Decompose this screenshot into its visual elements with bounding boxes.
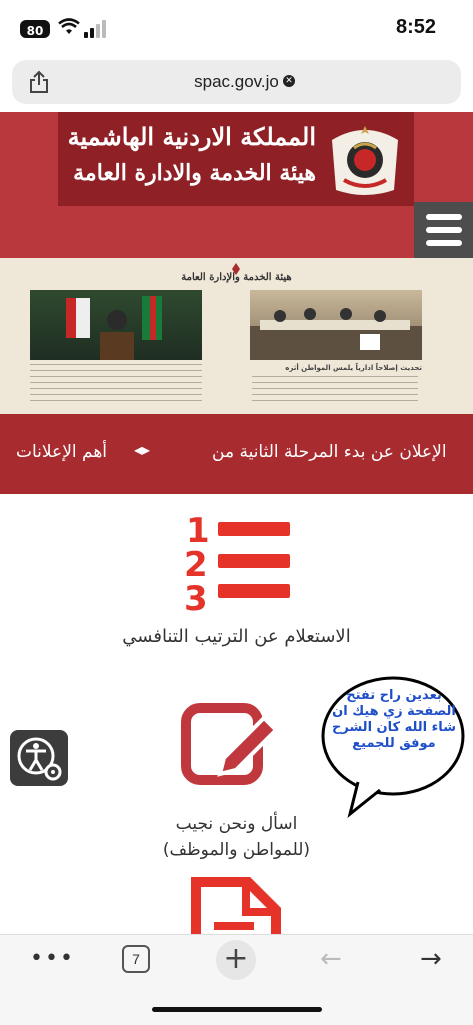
wifi-icon [58, 18, 80, 39]
ask-and-answer-sublabel[interactable]: (للمواطن والموظف) [162, 840, 311, 860]
svg-text:1: 1 [186, 511, 210, 551]
accessibility-icon [10, 730, 68, 786]
banner-caption-right-body [252, 376, 418, 404]
ticker-announcement-text[interactable]: الإعلان عن بدء المرحلة الثانية من [212, 442, 447, 462]
home-indicator[interactable] [152, 1007, 322, 1012]
edit-pencil-icon[interactable] [180, 694, 288, 794]
svg-text:3: 3 [184, 579, 208, 614]
accessibility-button[interactable] [10, 730, 68, 786]
banner-caption-right: تحديث إصلاحاً ادارياً يلمس المواطن أثره [285, 364, 422, 372]
ranking-inquiry-link[interactable]: الاستعلام عن الترتيب التنافسي [122, 626, 351, 647]
banner-heading: هيئة الخدمة والإدارة العامة [181, 272, 292, 283]
jordan-emblem-logo [324, 120, 406, 200]
address-bar[interactable] [12, 60, 461, 104]
ranking-list-icon[interactable] [180, 510, 296, 614]
back-arrow-icon[interactable]: ← [320, 944, 342, 974]
document-icon[interactable] [188, 876, 284, 936]
ticker-arrows-icon[interactable]: ◂▸ [134, 440, 151, 459]
ticker-label: أهم الإعلانات [16, 442, 108, 462]
header-title-line1: المملكة الاردنية الهاشمية [67, 122, 316, 151]
news-photo-right[interactable] [250, 290, 422, 360]
signal-icon [84, 20, 110, 38]
hamburger-menu-button[interactable] [414, 202, 473, 258]
news-photo-left[interactable] [30, 290, 202, 360]
forward-arrow-icon[interactable]: → [420, 944, 442, 974]
clock: 8:52 [396, 16, 437, 38]
svg-text:2: 2 [184, 545, 208, 585]
banner-caption-left-body [30, 364, 202, 404]
speech-bubble-text: بعدين راح تفتح الصفحة زي هيك ان شاء الله كان الشرح موفق للجميع [332, 688, 456, 751]
banner-logo-icon [226, 260, 246, 272]
more-options-icon[interactable]: ••• [30, 946, 75, 971]
battery-indicator: 80 [20, 20, 50, 38]
clear-url-icon[interactable]: ✕ [283, 75, 295, 87]
ask-and-answer-link[interactable]: اسأل ونحن نجيب [175, 814, 298, 834]
tabs-button[interactable]: 7 [122, 945, 150, 973]
url-text[interactable]: spac.gov.jo [194, 72, 279, 91]
new-tab-plus-icon[interactable]: + [216, 940, 256, 980]
header-title-line2: هيئة الخدمة والادارة العامة [73, 160, 316, 186]
